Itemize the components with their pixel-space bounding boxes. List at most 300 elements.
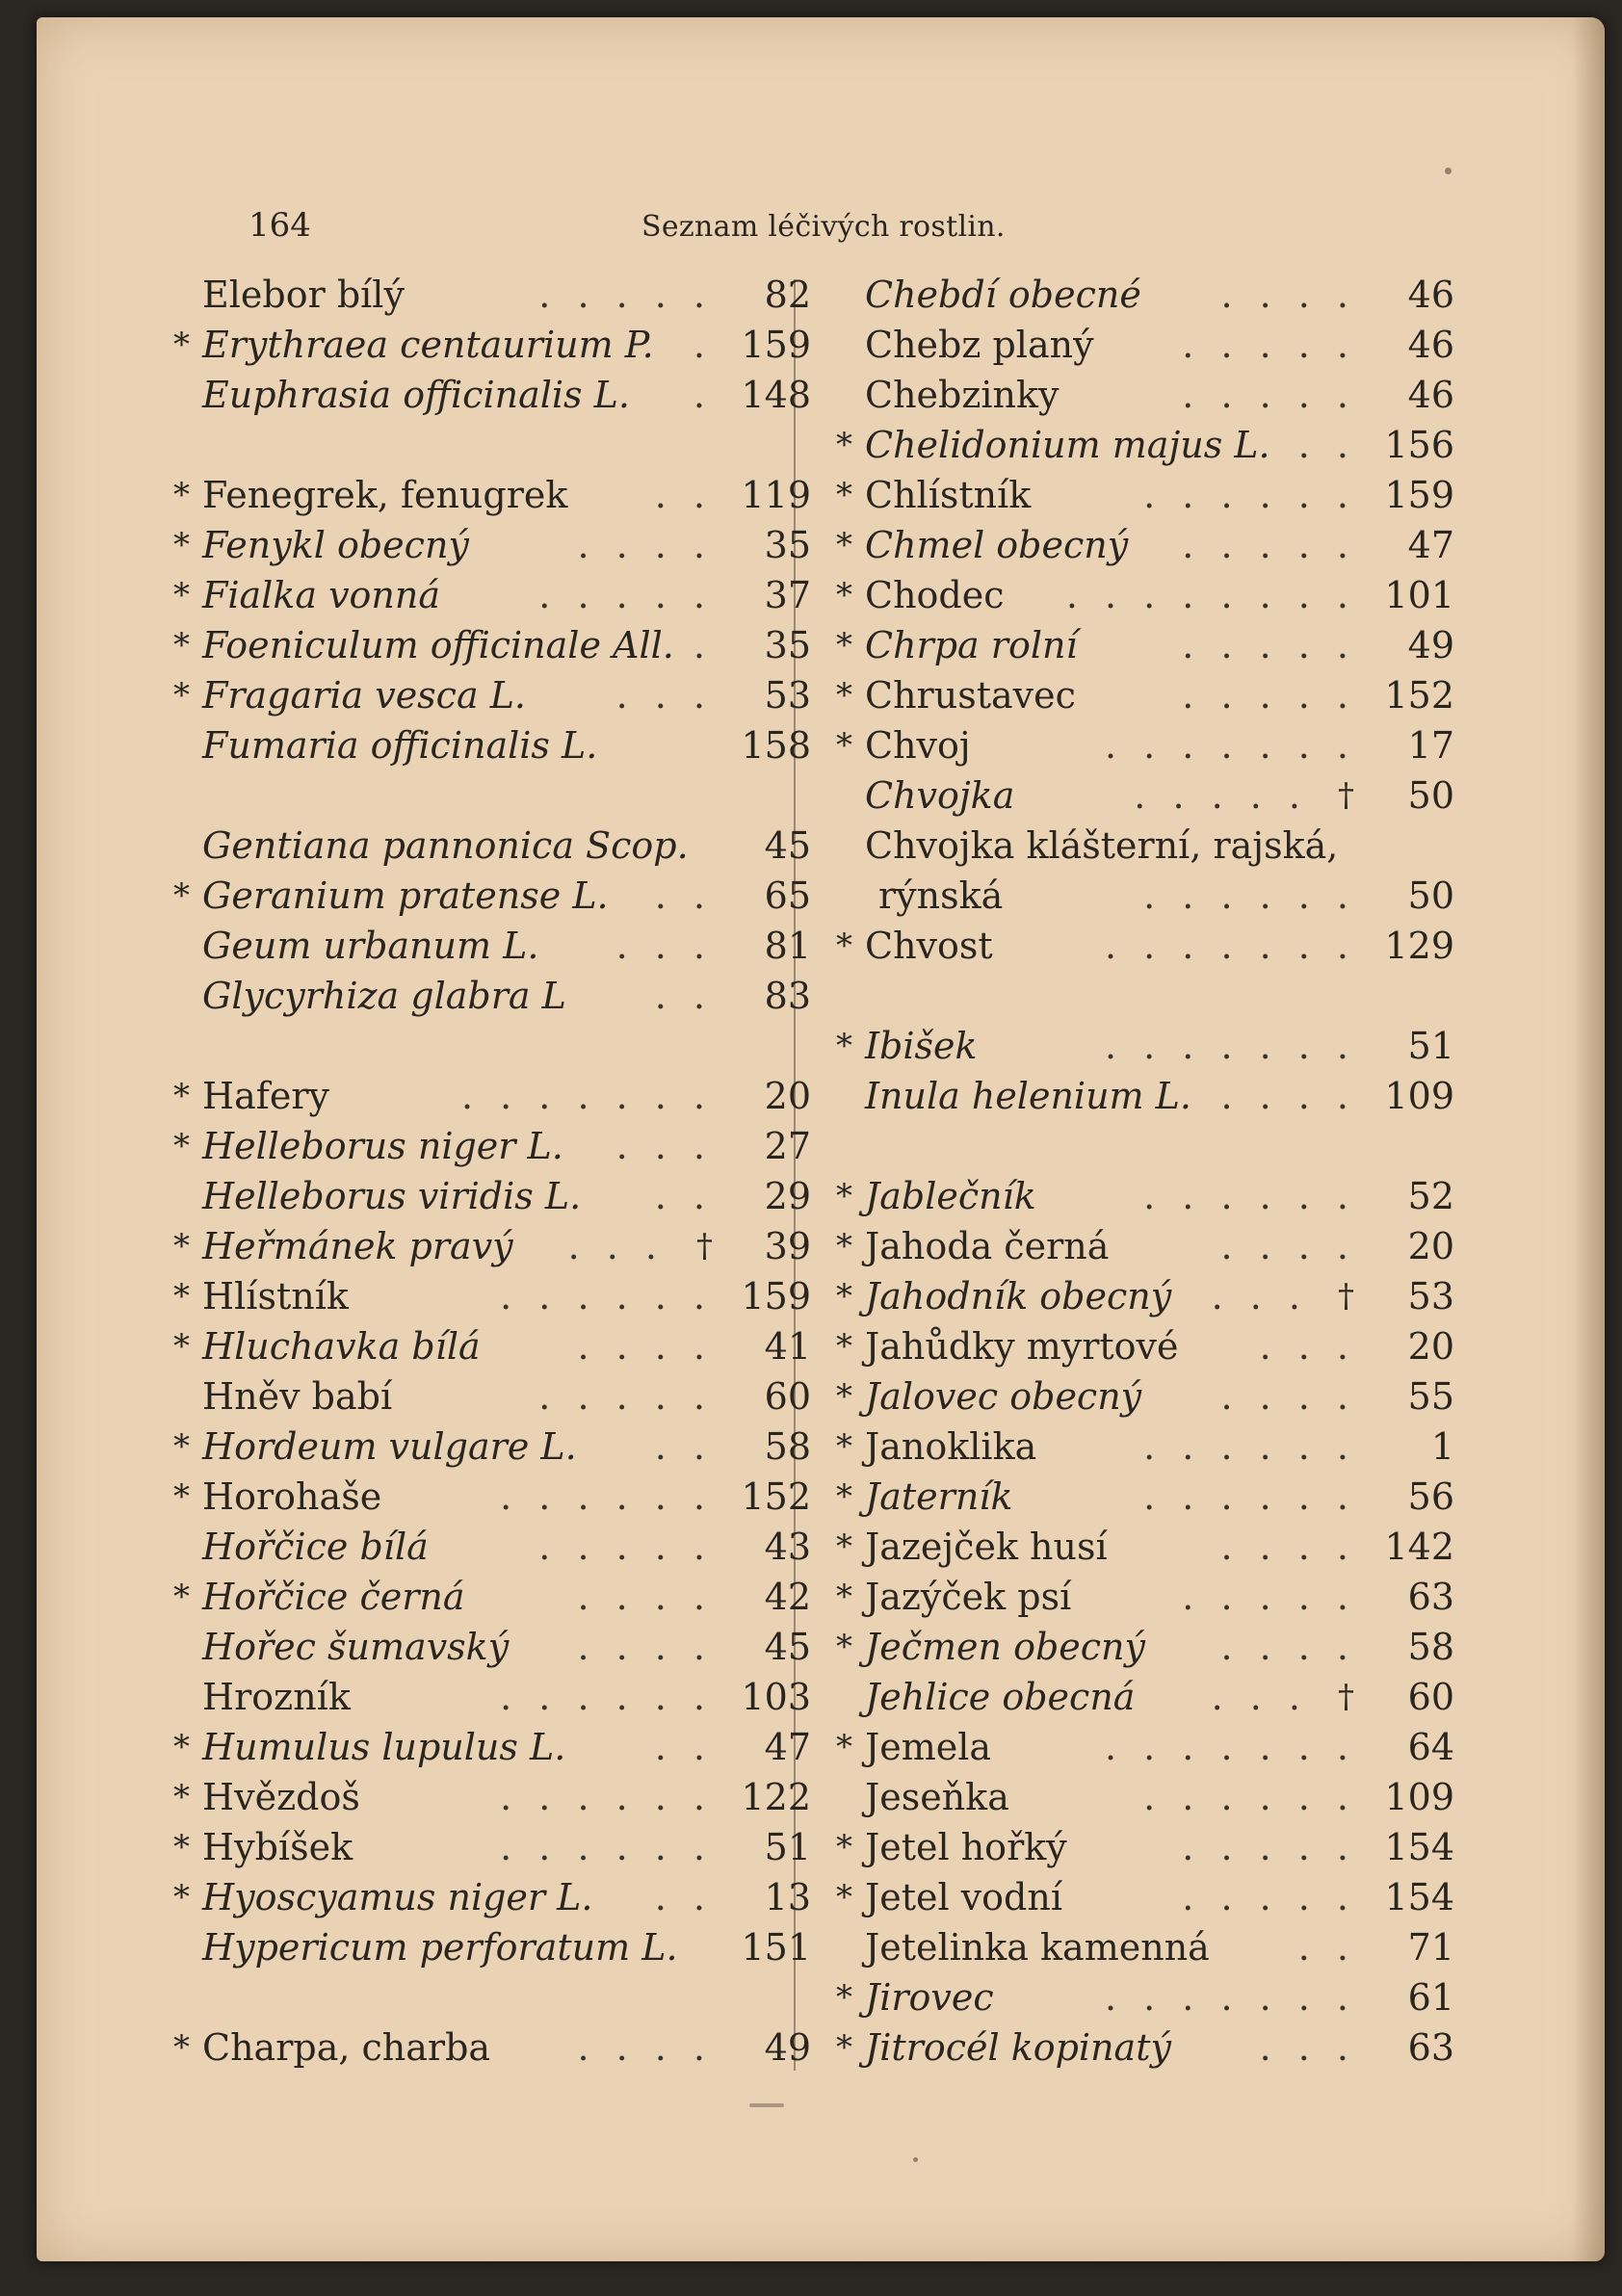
entry-marker: * <box>173 1728 190 1766</box>
page-reference: 119 <box>741 474 811 516</box>
entry-marker: * <box>836 1327 852 1366</box>
leader-dots: . . . . . . <box>500 1826 713 1868</box>
entry-marker: * <box>173 676 190 715</box>
entry-marker: * <box>836 1628 852 1666</box>
entry-name: Chvoj <box>865 724 971 767</box>
index-column-left <box>173 270 819 2073</box>
page-reference: 46 <box>1407 374 1454 416</box>
leader-dots: . . <box>654 1425 713 1468</box>
entry-marker: * <box>836 626 852 665</box>
entry-name: Geum urbanum L. <box>202 925 539 967</box>
page-reference: 53 <box>764 674 811 717</box>
entry-name: Fragaria vesca L. <box>202 674 527 717</box>
leader-dots: . . . . . . <box>500 1275 713 1318</box>
page-reference: 151 <box>741 1926 811 1969</box>
entry-name: Jitrocél kopinatý <box>865 2026 1171 2069</box>
index-entry <box>173 320 819 370</box>
entry-name: Chebz planý <box>865 324 1094 366</box>
index-column-right <box>836 270 1462 2073</box>
index-entry <box>836 1472 1462 1522</box>
index-entry <box>173 620 819 670</box>
leader-dots: . . . . . . <box>1143 474 1356 516</box>
leader-dots: . . . <box>1259 1325 1356 1368</box>
entry-marker: * <box>836 1427 852 1466</box>
entry-marker: * <box>836 576 852 614</box>
index-entry <box>836 1872 1462 1922</box>
spacer-row <box>173 1972 819 2022</box>
index-entry <box>173 1071 819 1121</box>
entry-marker: * <box>836 1027 852 1065</box>
page-reference: 82 <box>764 274 811 316</box>
page-reference: 50 <box>1407 874 1454 917</box>
page-reference: 47 <box>1407 524 1454 566</box>
index-entry <box>173 1722 819 1772</box>
entry-name: Helleborus viridis L. <box>202 1175 582 1217</box>
entry-name: Chrustavec <box>865 674 1076 717</box>
entry-name: Jehlice obecná <box>865 1676 1136 1718</box>
page-header <box>37 206 1605 245</box>
leader-dots: . . . . . . <box>1143 1776 1356 1818</box>
leader-dots: . . . . . . . <box>460 1075 713 1117</box>
index-entry <box>836 1071 1462 1121</box>
index-entry <box>173 1121 819 1171</box>
leader-dots: . <box>693 324 713 366</box>
entry-marker: * <box>836 1828 852 1866</box>
leader-dots: . . . . . . <box>1143 1425 1356 1468</box>
entry-marker: * <box>836 676 852 715</box>
leader-dots: . . . . . <box>1182 1826 1356 1868</box>
page-reference: 20 <box>1407 1225 1454 1267</box>
page-reference: 109 <box>1384 1776 1454 1818</box>
page-reference: 1 <box>1430 1425 1454 1468</box>
leader-dots: . . . . . . . <box>1104 724 1356 767</box>
leader-dots: . . <box>654 874 713 917</box>
entry-name: Hypericum perforatum L. <box>202 1926 678 1969</box>
entry-name: Hrozník <box>202 1676 351 1718</box>
leader-dots: . . . . <box>577 1626 713 1668</box>
page-reference: 27 <box>764 1125 811 1167</box>
leader-dots: . . . . . <box>1182 1576 1356 1618</box>
leader-dots: . . . . . . . <box>1104 1976 1356 2019</box>
leader-dots: . . <box>654 1175 713 1217</box>
entry-name: Inula helenium L. <box>865 1075 1191 1117</box>
entry-name: Humulus lupulus L. <box>202 1726 566 1768</box>
leader-dots: . <box>693 374 713 416</box>
index-entry <box>836 320 1462 370</box>
index-entry <box>173 470 819 520</box>
index-entry <box>836 770 1462 821</box>
index-entry <box>173 370 819 420</box>
entry-name: Fumaria officinalis L. <box>202 724 598 767</box>
entry-name: Charpa, charba <box>202 2026 491 2069</box>
index-entry <box>173 720 819 770</box>
index-entry <box>836 1922 1462 1972</box>
page-reference: 55 <box>1407 1375 1454 1418</box>
leader-dots: . . . . . . <box>1143 1175 1356 1217</box>
entry-name: Jaterník <box>865 1475 1013 1518</box>
leader-dots: . . . . . . . . <box>1065 574 1356 616</box>
index-entry <box>836 1171 1462 1221</box>
index-entry <box>836 370 1462 420</box>
page-reference: 46 <box>1407 274 1454 316</box>
index-entry <box>173 1772 819 1822</box>
index-entry <box>836 1522 1462 1572</box>
paper-speck <box>913 2157 918 2162</box>
spacer-row <box>173 770 819 821</box>
page-reference: 49 <box>764 2026 811 2069</box>
entry-name: Jahoda černá <box>865 1225 1110 1267</box>
leader-dots: . . . . . <box>1182 674 1356 717</box>
entry-name: Geranium pratense L. <box>202 874 609 917</box>
entry-name: Hněv babí <box>202 1375 393 1418</box>
index-entry <box>173 1822 819 1872</box>
entry-name: Chvost <box>865 925 993 967</box>
entry-name: Elebor bílý <box>202 274 405 316</box>
leader-dots: . . . . . <box>1182 324 1356 366</box>
dagger-mark: † <box>1338 776 1354 815</box>
index-entry <box>836 1672 1462 1722</box>
entry-name: Hořec šumavský <box>202 1626 510 1668</box>
leader-dots: . . . . . <box>538 574 713 616</box>
entry-name: Chrpa rolní <box>865 624 1078 666</box>
index-entry <box>173 1672 819 1722</box>
entry-marker: * <box>836 1477 852 1516</box>
dagger-mark: † <box>696 1227 713 1265</box>
index-entry <box>173 921 819 971</box>
entry-marker: * <box>173 1127 190 1165</box>
page-reference: 35 <box>764 624 811 666</box>
index-entry <box>173 1522 819 1572</box>
entry-marker: * <box>173 1878 190 1917</box>
page-reference: 46 <box>1407 324 1454 366</box>
leader-dots: . . . . <box>577 1576 713 1618</box>
leader-dots: . . . . . <box>1182 524 1356 566</box>
entry-name: Jetel vodní <box>865 1876 1063 1918</box>
page-reference: 58 <box>1407 1626 1454 1668</box>
entry-name: Fenegrek, fenugrek <box>202 474 568 516</box>
entry-marker: * <box>836 526 852 564</box>
leader-dots: . . . <box>1259 2026 1356 2069</box>
index-entry <box>173 2022 819 2073</box>
index-entry <box>836 1221 1462 1271</box>
entry-name: rýnská <box>878 874 1004 917</box>
entry-name: Horohaše <box>202 1475 382 1518</box>
entry-name: Fialka vonná <box>202 574 441 616</box>
page-reference: 103 <box>741 1676 811 1718</box>
entry-name: Jablečník <box>865 1175 1036 1217</box>
entry-marker: * <box>173 1327 190 1366</box>
page-reference: 61 <box>1407 1976 1454 2019</box>
index-entry <box>836 1722 1462 1772</box>
leader-dots: . . <box>654 474 713 516</box>
leader-dots: . . . . . . <box>500 1475 713 1518</box>
index-entry <box>836 1622 1462 1672</box>
leader-dots: . . . . . . <box>1143 1475 1356 1518</box>
leader-dots: . <box>693 624 713 666</box>
page-reference: 152 <box>741 1475 811 1518</box>
leader-dots: . . . <box>567 1225 665 1267</box>
leader-dots: . . . <box>1211 1676 1308 1718</box>
leader-dots: . . . <box>615 925 713 967</box>
index-entry <box>836 1422 1462 1472</box>
leader-dots: . . . . . . <box>500 1676 713 1718</box>
index-entry <box>173 1572 819 1622</box>
leader-dots: . . . . . . . <box>1104 1726 1356 1768</box>
entry-name: Jirovec <box>865 1976 994 2019</box>
entry-name: Jalovec obecný <box>865 1375 1142 1418</box>
leader-dots: . . . <box>1211 1275 1308 1318</box>
entry-name: Gentiana pannonica Scop. <box>202 824 689 867</box>
page-reference: 158 <box>741 724 811 767</box>
page-reference: 60 <box>1407 1676 1454 1718</box>
leader-dots: . . <box>1297 1926 1356 1969</box>
leader-dots: . . . . . <box>1182 1876 1356 1918</box>
entry-name: Chebzinky <box>865 374 1060 416</box>
index-entry <box>836 1021 1462 1071</box>
page-reference: 52 <box>1407 1175 1454 1217</box>
page-reference: 152 <box>1384 674 1454 717</box>
page-reference: 51 <box>1407 1025 1454 1067</box>
entry-marker: * <box>836 476 852 514</box>
index-entry <box>836 1371 1462 1422</box>
entry-marker: * <box>836 2028 852 2067</box>
entry-name: Hafery <box>202 1075 329 1117</box>
entry-name: Hybíšek <box>202 1826 353 1868</box>
index-entry <box>836 520 1462 570</box>
entry-name: Chebdí obecné <box>865 274 1141 316</box>
leader-dots: . . . . <box>1220 274 1356 316</box>
entry-name: Chmel obecný <box>865 524 1129 566</box>
index-entry <box>173 670 819 720</box>
entry-marker: * <box>836 1377 852 1416</box>
index-entry <box>836 1271 1462 1321</box>
entry-marker: * <box>173 626 190 665</box>
page-reference: 142 <box>1384 1526 1454 1568</box>
entry-name: Jetelinka kamenná <box>865 1926 1210 1969</box>
index-entry <box>836 1321 1462 1371</box>
entry-marker: * <box>836 1978 852 2017</box>
entry-marker: * <box>836 1227 852 1265</box>
index-entry <box>173 1221 819 1271</box>
page-reference: 53 <box>1407 1275 1454 1318</box>
leader-dots: . . . . . <box>538 1526 713 1568</box>
page-reference: 20 <box>764 1075 811 1117</box>
index-entry <box>173 1472 819 1522</box>
page-reference: 35 <box>764 524 811 566</box>
page-reference: 148 <box>741 374 811 416</box>
entry-name: Hlístník <box>202 1275 349 1318</box>
entry-name: Heřmánek pravý <box>202 1225 513 1267</box>
page-reference: 45 <box>764 824 811 867</box>
entry-marker: * <box>836 1878 852 1917</box>
entry-name: Hvězdoš <box>202 1776 360 1818</box>
entry-marker: * <box>173 2028 190 2067</box>
index-entry <box>836 670 1462 720</box>
entry-name: Chlístník <box>865 474 1032 516</box>
entry-marker: * <box>173 876 190 915</box>
page-reference: 20 <box>1407 1325 1454 1368</box>
leader-dots: . . . . <box>577 2026 713 2069</box>
entry-name: Glycyrhiza glabra L <box>202 975 566 1017</box>
entry-name: Jahůdky myrtové <box>865 1325 1179 1368</box>
index-entry <box>173 1171 819 1221</box>
index-entry <box>836 1772 1462 1822</box>
entry-marker: * <box>173 1427 190 1466</box>
entry-name: Helleborus niger L. <box>202 1125 563 1167</box>
leader-dots: . . . . <box>577 524 713 566</box>
leader-dots: . . . . . <box>1182 374 1356 416</box>
page-reference: 58 <box>764 1425 811 1468</box>
page-reference: 13 <box>764 1876 811 1918</box>
entry-name: Foeniculum officinale All. <box>202 624 674 666</box>
index-entry <box>836 871 1462 921</box>
page-reference: 39 <box>764 1225 811 1267</box>
footer-mark <box>749 2103 784 2107</box>
page-reference: 43 <box>764 1526 811 1568</box>
entry-name: Hyoscyamus niger L. <box>202 1876 593 1918</box>
leader-dots: . . . . . . . <box>1104 1025 1356 1067</box>
spacer-row <box>836 971 1462 1021</box>
entry-marker: * <box>173 1578 190 1616</box>
leader-dots: . . . . <box>1220 1075 1356 1117</box>
index-entry <box>836 270 1462 320</box>
index-entry <box>173 821 819 871</box>
page-reference: 45 <box>764 1626 811 1668</box>
entry-name: Chodec <box>865 574 1005 616</box>
leader-dots: . . <box>654 975 713 1017</box>
page-reference: 49 <box>1407 624 1454 666</box>
entry-marker: * <box>173 1077 190 1115</box>
entry-marker: * <box>173 1828 190 1866</box>
spacer-row <box>173 1021 819 1071</box>
entry-name: Jetel hořký <box>865 1826 1067 1868</box>
leader-dots: . . . . . . . <box>1104 925 1356 967</box>
page-reference: 156 <box>1384 424 1454 466</box>
page-reference: 154 <box>1384 1826 1454 1868</box>
leader-dots: . . . . <box>1220 1526 1356 1568</box>
entry-marker: * <box>836 1177 852 1215</box>
entry-name: Hordeum vulgare L. <box>202 1425 577 1468</box>
page-reference: 159 <box>741 1275 811 1318</box>
index-entry <box>836 720 1462 770</box>
page-reference: 56 <box>1407 1475 1454 1518</box>
index-entry <box>836 1972 1462 2022</box>
page-reference: 63 <box>1407 1576 1454 1618</box>
entry-name: Ibišek <box>865 1025 978 1067</box>
leader-dots: . . . . . . <box>500 1776 713 1818</box>
leader-dots: . . . . . <box>1182 624 1356 666</box>
index-entry <box>173 1371 819 1422</box>
entry-name: Euphrasia officinalis L. <box>202 374 630 416</box>
leader-dots: . . . . . . <box>1143 874 1356 917</box>
page-reference: 29 <box>764 1175 811 1217</box>
page-reference: 41 <box>764 1325 811 1368</box>
entry-name: Chelidonium majus L. <box>865 424 1270 466</box>
entry-name: Fenykl obecný <box>202 524 469 566</box>
page-reference: 51 <box>764 1826 811 1868</box>
spacer-row <box>173 420 819 470</box>
entry-name: Jazejček husí <box>865 1526 1108 1568</box>
entry-name: Jemela <box>865 1726 992 1768</box>
page-reference: 159 <box>1384 474 1454 516</box>
leader-dots: . . <box>1297 424 1356 466</box>
entry-marker: * <box>836 726 852 765</box>
page-reference: 71 <box>1407 1926 1454 1969</box>
entry-marker: * <box>836 426 852 464</box>
index-entry <box>173 1321 819 1371</box>
index-entry <box>173 871 819 921</box>
index-entry <box>173 1271 819 1321</box>
entry-name: Chvojka klášterní, rajská, <box>865 824 1339 867</box>
entry-name: Ječmen obecný <box>865 1626 1145 1668</box>
entry-marker: * <box>173 326 190 364</box>
entry-name: Hořčice černá <box>202 1576 465 1618</box>
page-reference: 42 <box>764 1576 811 1618</box>
page-reference: 63 <box>1407 2026 1454 2069</box>
entry-marker: * <box>836 1277 852 1316</box>
index-entry <box>173 971 819 1021</box>
entry-name: Janoklika <box>865 1425 1037 1468</box>
leader-dots: . . . . <box>1220 1375 1356 1418</box>
page-title: Seznam léčivých rostlin. <box>641 210 1006 244</box>
dagger-mark: † <box>1338 1277 1354 1316</box>
page-reference: 101 <box>1384 574 1454 616</box>
page-reference: 64 <box>1407 1726 1454 1768</box>
index-entry <box>836 620 1462 670</box>
entry-name: Jazýček psí <box>865 1576 1072 1618</box>
entry-name: Jeseňka <box>865 1776 1009 1818</box>
entry-name: Erythraea centaurium P. <box>202 324 654 366</box>
index-entry <box>836 1822 1462 1872</box>
leader-dots: . . . . . <box>538 274 713 316</box>
entry-name: Chvojka <box>865 774 1015 817</box>
entry-name: Jahodník obecný <box>865 1275 1172 1318</box>
entry-marker: * <box>173 576 190 614</box>
index-entry <box>836 821 1462 871</box>
leader-dots: . . . . <box>1220 1225 1356 1267</box>
index-entry <box>836 470 1462 520</box>
entry-marker: * <box>173 1277 190 1316</box>
page-reference: 47 <box>764 1726 811 1768</box>
leader-dots: . . . <box>615 1125 713 1167</box>
leader-dots: . . <box>654 1726 713 1768</box>
index-entry <box>836 570 1462 620</box>
page-reference: 17 <box>1407 724 1454 767</box>
page-reference: 60 <box>764 1375 811 1418</box>
entry-marker: * <box>173 1477 190 1516</box>
page-number: 164 <box>249 206 311 245</box>
paper-speck <box>1445 168 1452 174</box>
index-entry <box>173 570 819 620</box>
entry-marker: * <box>173 476 190 514</box>
page-reference: 154 <box>1384 1876 1454 1918</box>
index-entry <box>836 2022 1462 2073</box>
index-entry <box>173 1922 819 1972</box>
page-reference: 122 <box>741 1776 811 1818</box>
spacer-row <box>836 1121 1462 1171</box>
entry-marker: * <box>836 926 852 965</box>
entry-marker: * <box>836 1728 852 1766</box>
entry-name: Hluchavka bílá <box>202 1325 481 1368</box>
index-entry <box>173 520 819 570</box>
entry-marker: * <box>836 1578 852 1616</box>
entry-name: Hořčice bílá <box>202 1526 429 1568</box>
leader-dots: . . . <box>615 674 713 717</box>
index-entry <box>173 1872 819 1922</box>
page-reference: 65 <box>764 874 811 917</box>
index-entry <box>173 270 819 320</box>
leader-dots: . . . . <box>1220 1626 1356 1668</box>
